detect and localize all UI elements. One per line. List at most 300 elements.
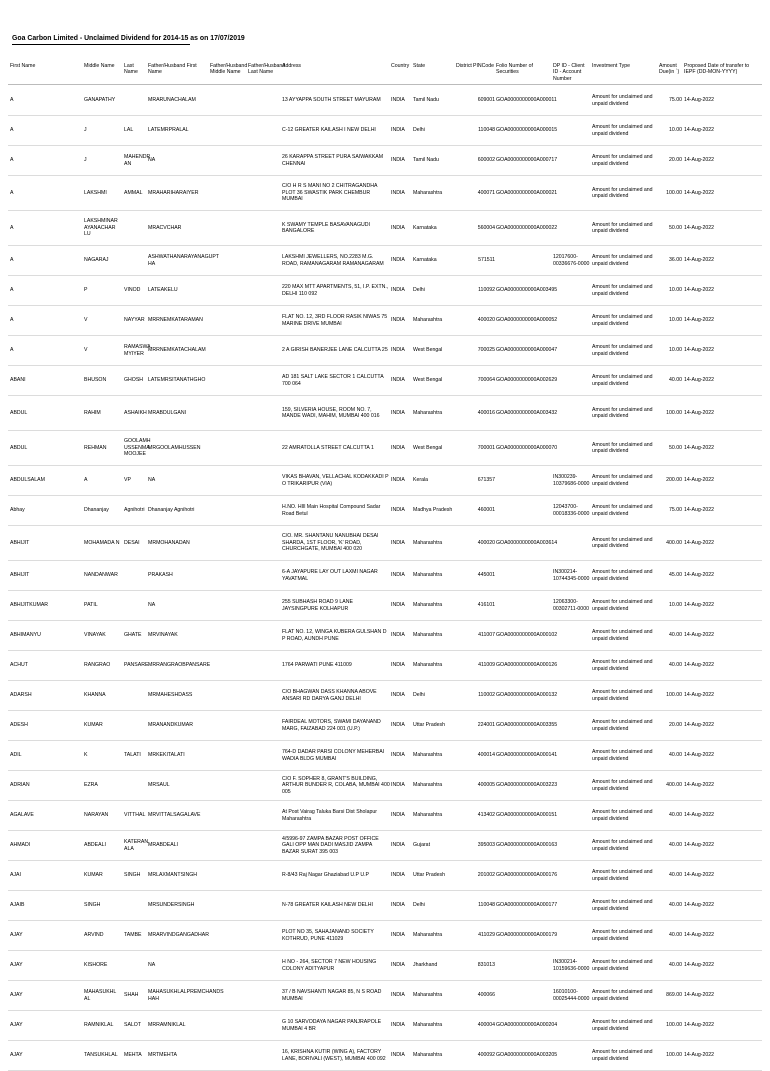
father-last-name-cell [248, 741, 281, 770]
country-cell: INDIA [391, 662, 405, 669]
last-name-cell [124, 711, 148, 740]
dp-id-cell: 12063300-00302711-0000 [553, 599, 589, 612]
middle-name-cell: KUMAR [84, 722, 103, 729]
investment-type-cell: Amount for unclaimed and unpaid dividend [592, 154, 653, 167]
first-name-cell: AJAIB [10, 902, 25, 909]
address-cell: C/O H R S MANI NO 2 CHITRAGANDHA PLOT 36 SWASTIK PARK CHEMBUR MUMBAI [282, 183, 378, 203]
last-name-cell: GHOSH [124, 377, 144, 384]
folio-number-cell: GOA0000000000A000070 [496, 444, 558, 451]
first-name-cell: ADESH [10, 722, 28, 729]
state-cell: Maharashtra [413, 1052, 443, 1059]
father-last-name-cell [248, 396, 281, 430]
investment-type-cell: Amount for unclaimed and unpaid dividend [592, 441, 653, 454]
first-name-cell: ACHUT [10, 662, 28, 669]
country-cell: INDIA [391, 872, 405, 879]
dp-id-cell: 12017600-00336676-0000 [553, 254, 590, 267]
district-cell [456, 801, 472, 830]
district-cell [456, 396, 472, 430]
father-first-name-cell: MRVITTALSAGALAVE [148, 812, 201, 819]
header-middle-name: Middle Name [84, 63, 115, 69]
table-row [8, 86, 762, 116]
investment-type-cell: Amount for unclaimed and unpaid dividend [592, 749, 653, 762]
father-middle-name-cell [210, 86, 246, 115]
proposed-date-cell: 14-Aug-2022 [684, 662, 714, 669]
last-name-cell: NAYYAR [124, 317, 145, 324]
amount-due-cell: 40.00 [669, 842, 682, 849]
father-middle-name-cell [210, 921, 246, 950]
pincode-cell: 600002 [477, 157, 495, 164]
last-name-cell: SINGH [124, 872, 141, 879]
first-name-cell: A [10, 317, 14, 324]
table-row [8, 306, 762, 336]
address-cell: LAKSHMI JEWELLERS, NO.2283 M.G. ROAD, RAMANAGARAM RAMANAGARAM [282, 254, 384, 267]
amount-due-cell: 40.00 [669, 377, 682, 384]
dp-id-cell [553, 711, 591, 740]
state-cell: Maharashtra [413, 812, 443, 819]
table-row [8, 116, 762, 146]
first-name-cell: AJAY [10, 962, 23, 969]
middle-name-cell: KISHORE [84, 962, 108, 969]
middle-name-cell: NARAYAN [84, 812, 109, 819]
father-middle-name-cell [210, 651, 246, 680]
amount-due-cell: 40.00 [669, 932, 682, 939]
father-last-name-cell [248, 981, 281, 1010]
middle-name-cell: A [84, 477, 88, 484]
pincode-cell: 110092 [478, 287, 495, 294]
father-first-name-cell: MRGOOLAMHUSSEN [148, 444, 201, 451]
country-cell: INDIA [391, 812, 405, 819]
table-row [8, 681, 762, 711]
pincode-cell: 460001 [477, 507, 495, 514]
last-name-cell: KATERAN ALA [124, 839, 149, 852]
dp-id-cell [553, 396, 591, 430]
last-name-cell [124, 86, 148, 115]
state-cell: West Bengal [413, 377, 443, 384]
table-row [8, 496, 762, 526]
table-row [8, 621, 762, 651]
amount-due-cell: 10.00 [669, 127, 682, 134]
middle-name-cell: V [84, 317, 88, 324]
address-cell: FLAT NO. 12, 3RD FLOOR RASIK NIWAS 75 MARINE DRIVE MUMBAI [282, 314, 388, 327]
father-first-name-cell: LATEAKELU [148, 287, 178, 294]
state-cell: Maharashtra [413, 752, 443, 759]
middle-name-cell: RAMNIKLAL [84, 1022, 114, 1029]
father-first-name-cell: MRABDULGANI [148, 409, 187, 416]
table-row [8, 246, 762, 276]
last-name-cell: SALOT [124, 1022, 142, 1029]
state-cell: Tamil Nadu [413, 97, 439, 104]
amount-due-cell: 400.00 [666, 539, 682, 546]
district-cell [456, 861, 472, 890]
table-row [8, 211, 762, 246]
first-name-cell: A [10, 189, 14, 196]
country-cell: INDIA [391, 992, 405, 999]
amount-due-cell: 200.00 [666, 477, 682, 484]
dp-id-cell [553, 1011, 591, 1040]
middle-name-cell: VINAYAK [84, 632, 106, 639]
father-last-name-cell [248, 891, 281, 920]
country-cell: INDIA [391, 782, 405, 789]
pincode-cell: 700064 [477, 377, 495, 384]
address-cell: PLOT NO 35, SAHAJANAND SOCIETY KOTHRUD, PUNE 411029 [282, 929, 374, 942]
proposed-date-cell: 14-Aug-2022 [684, 377, 714, 384]
last-name-cell: LAL [124, 127, 134, 134]
pincode-cell: 411009 [478, 662, 495, 669]
state-cell: Maharashtra [413, 782, 443, 789]
proposed-date-cell: 14-Aug-2022 [684, 1052, 714, 1059]
proposed-date-cell: 14-Aug-2022 [684, 782, 714, 789]
table-row [8, 831, 762, 861]
last-name-cell [124, 681, 148, 710]
proposed-date-cell: 14-Aug-2022 [684, 444, 714, 451]
amount-due-cell: 50.00 [669, 224, 682, 231]
last-name-cell: DESAI [124, 539, 140, 546]
address-cell: 16, KRISHNA KUTIR (WING A), FACTORY LANE, BORIVALI (WEST), MUMBAI 400 092 [282, 1049, 386, 1062]
father-first-name-cell: MRARUNACHALAM [148, 97, 196, 104]
folio-number-cell: GOA0000000000A000102 [496, 632, 558, 639]
amount-due-cell: 40.00 [669, 902, 682, 909]
dp-id-cell [553, 86, 591, 115]
father-last-name-cell [248, 431, 281, 465]
district-cell [456, 336, 472, 365]
father-middle-name-cell [210, 176, 246, 210]
pincode-cell: 700001 [477, 444, 495, 451]
country-cell: INDIA [391, 409, 405, 416]
father-first-name-cell: MRABDEALI [148, 842, 178, 849]
last-name-cell [124, 211, 148, 245]
father-middle-name-cell [210, 831, 246, 860]
first-name-cell: A [10, 257, 14, 264]
state-cell: Maharashtra [413, 1022, 443, 1029]
district-cell [456, 981, 472, 1010]
last-name-cell [124, 891, 148, 920]
amount-due-cell: 20.00 [669, 157, 682, 164]
first-name-cell: ABHIMANYU [10, 632, 41, 639]
first-name-cell: AJAI [10, 872, 21, 879]
address-cell: FAIRDEAL MOTORS, SWAMI DAYANAND MARG, FAIZABAD 224 001 (U.P.) [282, 719, 381, 732]
pincode-cell: 400020 [477, 539, 495, 546]
father-middle-name-cell [210, 366, 246, 395]
father-last-name-cell [248, 591, 281, 620]
amount-due-cell: 10.00 [669, 287, 682, 294]
dp-id-cell [553, 336, 591, 365]
pincode-cell: 110048 [478, 902, 495, 909]
dp-id-cell [553, 366, 591, 395]
dp-id-cell: 12043700-00018336-0000 [553, 504, 590, 517]
district-cell [456, 146, 472, 175]
folio-number-cell: GOA0000000000A002629 [496, 377, 558, 384]
investment-type-cell: Amount for unclaimed and unpaid dividend [592, 899, 653, 912]
last-name-cell [124, 771, 148, 800]
folio-number-cell: GOA0000000000A000047 [496, 347, 558, 354]
country-cell: INDIA [391, 572, 405, 579]
dp-id-cell: 16010100-00025444-0000 [553, 989, 590, 1002]
country-cell: INDIA [391, 932, 405, 939]
table-row [8, 146, 762, 176]
first-name-cell: A [10, 287, 14, 294]
father-middle-name-cell [210, 711, 246, 740]
pincode-cell: 201002 [477, 872, 495, 879]
district-cell [456, 681, 472, 710]
amount-due-cell: 400.00 [666, 782, 682, 789]
table-row [8, 431, 762, 466]
folio-number-cell: GOA0000000000A003205 [496, 1052, 558, 1059]
father-last-name-cell [248, 921, 281, 950]
amount-due-cell: 36.00 [669, 257, 682, 264]
proposed-date-cell: 14-Aug-2022 [684, 812, 714, 819]
father-first-name-cell: MRRNEMKATARAMAN [148, 317, 203, 324]
dp-id-cell [553, 146, 591, 175]
last-name-cell: PANSARE [124, 662, 149, 669]
address-cell: G 10 SARVODAYA NAGAR PANJRAPOLE MUMBAI 4 BR [282, 1019, 382, 1032]
investment-type-cell: Amount for unclaimed and unpaid dividend [592, 839, 653, 852]
father-middle-name-cell [210, 891, 246, 920]
header-proposed-date: Proposed Date of transfer to IEPF (DD-MON-YYYY) [684, 63, 750, 76]
first-name-cell: ABDULSALAM [10, 477, 45, 484]
father-first-name-cell: MRLAXMANTSINGH [148, 872, 197, 879]
investment-type-cell: Amount for unclaimed and unpaid dividend [592, 569, 653, 582]
address-cell: C/O BHAGWAN DASS KHANNA ABOVE ANSARI RD DARYA GANJ DELHI [282, 689, 377, 702]
country-cell: INDIA [391, 722, 405, 729]
state-cell: Karnataka [413, 224, 437, 231]
father-last-name-cell [248, 651, 281, 680]
father-middle-name-cell [210, 741, 246, 770]
header-first-name: First Name [10, 63, 36, 69]
pincode-cell: 224001 [477, 722, 495, 729]
father-first-name-cell: LATEMRSITANATHGHO [148, 377, 206, 384]
father-first-name-cell: MRTMEHTA [148, 1052, 177, 1059]
proposed-date-cell: 14-Aug-2022 [684, 539, 714, 546]
address-cell: 26 KARAPPA STREET PURA SAIWAKKAM CHENNAI [282, 154, 384, 167]
state-cell: Uttar Pradesh [413, 722, 446, 729]
middle-name-cell: RAHIM [84, 409, 101, 416]
proposed-date-cell: 14-Aug-2022 [684, 257, 714, 264]
father-last-name-cell [248, 246, 281, 275]
pincode-cell: 400004 [477, 1022, 495, 1029]
first-name-cell: ABHIJITKUMAR [10, 602, 49, 609]
country-cell: INDIA [391, 97, 405, 104]
folio-number-cell: GOA0000000000A003432 [496, 409, 558, 416]
table-row [8, 891, 762, 921]
address-cell: N-78 GREATER KAILASH NEW DELHI [282, 902, 373, 909]
father-middle-name-cell [210, 211, 246, 245]
amount-due-cell: 10.00 [669, 347, 682, 354]
investment-type-cell: Amount for unclaimed and unpaid dividend [592, 536, 653, 549]
folio-number-cell [496, 466, 552, 495]
investment-type-cell: Amount for unclaimed and unpaid dividend [592, 406, 653, 419]
district-cell [456, 176, 472, 210]
first-name-cell: ABHIJIT [10, 539, 30, 546]
father-last-name-cell [248, 276, 281, 305]
state-cell: Delhi [413, 127, 425, 134]
last-name-cell: SHAH [124, 992, 139, 999]
state-cell: Gujarat [413, 842, 431, 849]
investment-type-cell: Amount for unclaimed and unpaid dividend [592, 989, 653, 1002]
amount-due-cell: 40.00 [669, 662, 682, 669]
state-cell: Karnataka [413, 257, 437, 264]
father-first-name-cell: MRRANGRAOBPANSARE [148, 662, 211, 669]
pincode-cell: 110048 [478, 127, 495, 134]
middle-name-cell: V [84, 347, 88, 354]
folio-number-cell [496, 246, 552, 275]
country-cell: INDIA [391, 692, 405, 699]
folio-number-cell: GOA0000000000A003614 [496, 539, 558, 546]
father-last-name-cell [248, 621, 281, 650]
middle-name-cell: PATIL [84, 602, 98, 609]
table-row [8, 466, 762, 496]
middle-name-cell: MAHASUKHL AL [84, 989, 117, 1002]
pincode-cell: 411029 [478, 932, 495, 939]
pincode-cell: 413402 [477, 812, 495, 819]
district-cell [456, 741, 472, 770]
middle-name-cell: NANDANWAR [84, 572, 118, 579]
address-cell: 255 SUBHASH ROAD 9 LANE JAYSINGPURE KOLHAPUR [282, 599, 353, 612]
district-cell [456, 86, 472, 115]
father-middle-name-cell [210, 246, 246, 275]
folio-number-cell [496, 591, 552, 620]
pincode-cell: 560004 [477, 224, 495, 231]
last-name-cell: VINOD [124, 287, 141, 294]
pincode-cell: 400092 [477, 1052, 495, 1059]
folio-number-cell: GOA0000000000A003355 [496, 722, 558, 729]
country-cell: INDIA [391, 127, 405, 134]
folio-number-cell: GOA0000000000A000176 [496, 872, 558, 879]
dp-id-cell [553, 921, 591, 950]
state-cell: Delhi [413, 902, 425, 909]
dp-id-cell [553, 116, 591, 145]
dp-id-cell: IN300239-10379686-0000 [553, 474, 590, 487]
address-cell: C/O F. SOPHER 8, GRANT'S BUILDING, ARTHUR BUNDER R, COLABA, MUMBAI 400 005 [282, 775, 390, 795]
dp-id-cell [553, 651, 591, 680]
father-first-name-cell: NA [148, 962, 156, 969]
district-cell [456, 211, 472, 245]
header-folio-number: Folio Number of Securities [496, 63, 533, 76]
amount-due-cell: 40.00 [669, 872, 682, 879]
folio-number-cell: GOA0000000000A000052 [496, 317, 558, 324]
folio-number-cell: GOA0000000000A000126 [496, 662, 558, 669]
dp-id-cell: IN300214-10159636-0000 [553, 959, 590, 972]
country-cell: INDIA [391, 507, 405, 514]
folio-number-cell [496, 496, 552, 525]
middle-name-cell: J [84, 157, 87, 164]
header-last-name: Last Name [124, 63, 138, 76]
middle-name-cell: K [84, 752, 88, 759]
dp-id-cell [553, 306, 591, 335]
middle-name-cell: P [84, 287, 88, 294]
table-row [8, 561, 762, 591]
father-first-name-cell: Dhananjay Agnihotri [148, 507, 195, 514]
middle-name-cell: KHANNA [84, 692, 106, 699]
address-cell: 159, SILVERIA HOUSE, ROOM NO. 7, MANDE WADI, MAHIM, MUMBAI 400 016 [282, 406, 380, 419]
middle-name-cell: NAGARAJ [84, 257, 109, 264]
country-cell: INDIA [391, 224, 405, 231]
middle-name-cell: ARVIND [84, 932, 104, 939]
header-address: Address [282, 63, 302, 69]
pincode-cell: 400066 [477, 992, 495, 999]
country-cell: INDIA [391, 1052, 405, 1059]
father-first-name-cell: MRKEKITALATI [148, 752, 185, 759]
state-cell: Tamil Nadu [413, 157, 439, 164]
address-cell: 764-D DADAR PARSI COLONY MEHERBAI WADIA BLDG MUMBAI [282, 749, 385, 762]
father-first-name-cell: MRAHARIHARAIYER [148, 189, 199, 196]
father-last-name-cell [248, 146, 281, 175]
father-first-name-cell: NA [148, 157, 156, 164]
father-middle-name-cell [210, 561, 246, 590]
father-last-name-cell [248, 951, 281, 980]
father-first-name-cell: MRVINAYAK [148, 632, 178, 639]
investment-type-cell: Amount for unclaimed and unpaid dividend [592, 959, 653, 972]
father-first-name-cell: MRMOHANADAN [148, 539, 190, 546]
district-cell [456, 561, 472, 590]
middle-name-cell: GANAPATHY [84, 97, 116, 104]
pincode-cell: 831013 [477, 962, 495, 969]
first-name-cell: AJAY [10, 932, 23, 939]
last-name-cell: MEHTA [124, 1052, 142, 1059]
country-cell: INDIA [391, 257, 405, 264]
state-cell: Maharashtra [413, 572, 443, 579]
table-row [8, 981, 762, 1011]
investment-type-cell: Amount for unclaimed and unpaid dividend [592, 719, 653, 732]
header-country: Country [391, 63, 410, 69]
last-name-cell: Agnihotri [124, 507, 145, 514]
district-cell [456, 651, 472, 680]
investment-type-cell: Amount for unclaimed and unpaid dividend [592, 374, 653, 387]
father-middle-name-cell [210, 526, 246, 560]
first-name-cell: AJAY [10, 1052, 23, 1059]
amount-due-cell: 40.00 [669, 752, 682, 759]
pincode-cell: 411007 [478, 632, 495, 639]
folio-number-cell: GOA0000000000A000179 [496, 932, 558, 939]
district-cell [456, 116, 472, 145]
folio-number-cell: GOA0000000000A000204 [496, 1022, 558, 1029]
amount-due-cell: 100.00 [666, 189, 682, 196]
folio-number-cell: GOA0000000000A000022 [496, 224, 558, 231]
folio-number-cell: GOA0000000000A000011 [496, 97, 557, 104]
father-last-name-cell [248, 496, 281, 525]
first-name-cell: ABDUL [10, 444, 28, 451]
investment-type-cell: Amount for unclaimed and unpaid dividend [592, 504, 653, 517]
country-cell: INDIA [391, 317, 405, 324]
proposed-date-cell: 14-Aug-2022 [684, 189, 714, 196]
amount-due-cell: 75.00 [669, 507, 682, 514]
father-last-name-cell [248, 771, 281, 800]
father-middle-name-cell [210, 116, 246, 145]
proposed-date-cell: 14-Aug-2022 [684, 902, 714, 909]
state-cell: Jharkhand [413, 962, 438, 969]
address-cell: 2 A GIRISH BANERJEE LANE CALCUTTA 25 [282, 347, 388, 354]
father-middle-name-cell [210, 396, 246, 430]
proposed-date-cell: 14-Aug-2022 [684, 872, 714, 879]
father-first-name-cell: MRRAMNIKLAL [148, 1022, 186, 1029]
father-last-name-cell [248, 831, 281, 860]
pincode-cell: 571511 [478, 257, 495, 264]
country-cell: INDIA [391, 1022, 405, 1029]
investment-type-cell: Amount for unclaimed and unpaid dividend [592, 1019, 653, 1032]
address-cell: 4/5996-97 ZAMPA BAZAR POST OFFICE GALI OPP MAN DADI MASJID ZAMPA BAZAR SURAT 395 003 [282, 835, 379, 855]
state-cell: Madhya Pradesh [413, 507, 453, 514]
pincode-cell: 671357 [477, 477, 495, 484]
investment-type-cell: Amount for unclaimed and unpaid dividend [592, 186, 653, 199]
address-cell: 13 AYYAPPA SOUTH STREET MAYURAM [282, 97, 381, 104]
header-pincode: PINCode [473, 63, 495, 69]
proposed-date-cell: 14-Aug-2022 [684, 224, 714, 231]
amount-due-cell: 100.00 [666, 1022, 682, 1029]
dp-id-cell [553, 276, 591, 305]
father-last-name-cell [248, 116, 281, 145]
last-name-cell: TALATI [124, 752, 141, 759]
amount-due-cell: 100.00 [666, 1052, 682, 1059]
proposed-date-cell: 14-Aug-2022 [684, 1022, 714, 1029]
